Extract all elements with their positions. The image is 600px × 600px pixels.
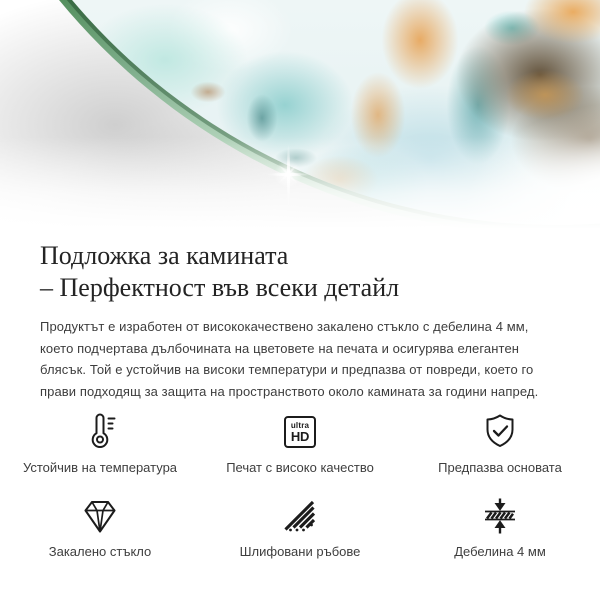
feature-label: Предпазва основата (438, 460, 562, 475)
product-hero-image (0, 0, 600, 236)
thickness-icon (478, 493, 522, 539)
feature-tempered-glass (49, 493, 152, 559)
feature-label: Дебелина 4 мм (454, 544, 546, 559)
polished-edges-icon (278, 493, 322, 539)
feature-label: Устойчив на температура (22, 460, 178, 475)
page-title-line1: Подложка за камината (40, 241, 289, 270)
ultra-hd-badge-icon: ultra HD (284, 409, 316, 455)
description-block (0, 240, 600, 559)
thermometer-icon (78, 409, 122, 455)
image-bottom-fade (0, 0, 600, 236)
page-title (40, 240, 560, 304)
feature-print-quality (226, 409, 374, 475)
product-description: Продуктът е изработен от висококачествено закалено стъкло с дебелина 4 мм, което подчертава дълбочината на цветовете на печата и осигурява елегантен блясък. Той е устойчив на високи температури и предпазва от повреди, което го прави подходящ за защита на пространството около камината за години напред. (40, 319, 539, 399)
feature-label: Печат с високо качество (226, 460, 374, 475)
page-title-line2: – Перфектност във всеки детайл (40, 273, 400, 302)
feature-grid (0, 409, 600, 559)
feature-temperature (23, 409, 177, 475)
feature-polished-edges (240, 493, 361, 559)
feature-thickness (454, 493, 546, 559)
feature-label: Закалено стъкло (48, 544, 152, 559)
feature-label: Шлифовани ръбове (239, 544, 361, 559)
shield-check-icon (478, 409, 522, 455)
feature-protects-base (438, 409, 562, 475)
diamond-icon (78, 493, 122, 539)
